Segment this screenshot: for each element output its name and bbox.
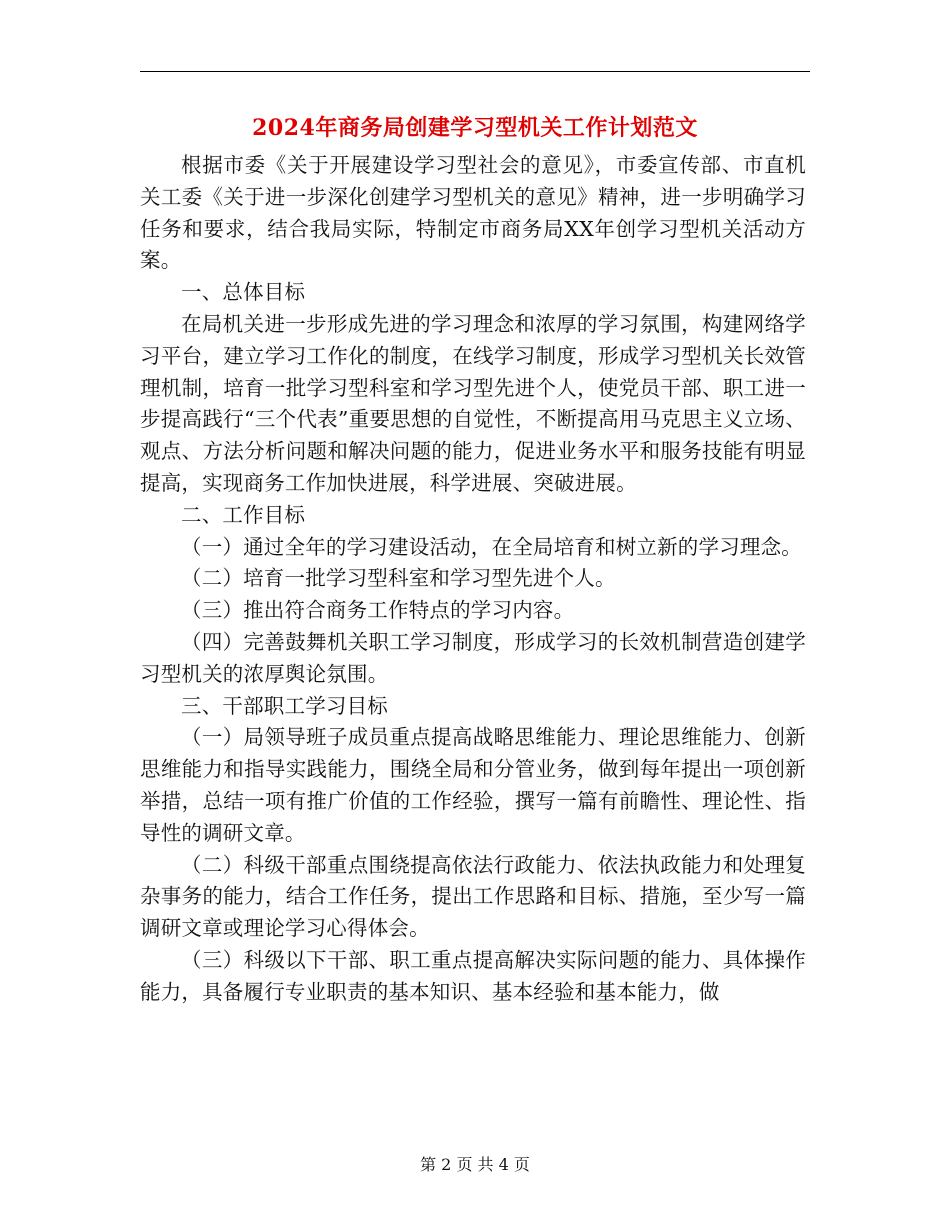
list-item-staff-goal-1: （一）局领导班子成员重点提高战略思维能力、理论思维能力、创新思维能力和指导实践能力，围绕全局和分管业务，做到每年提出一项创新举措，总结一项有推广价值的工作经验，撰写一篇有前瞻性、理论性、指导性的调研文章。 (140, 725, 806, 845)
document-title: 2024年商务局创建学习型机关工作计划范文 (252, 115, 698, 141)
header-rule (140, 71, 810, 72)
section-heading-work-goals: 二、工作目标 (181, 502, 306, 527)
section-heading-staff-goals: 三、干部职工学习目标 (181, 693, 388, 718)
list-item-work-goal-2: （二）培育一批学习型科室和学习型先进个人。 (181, 566, 616, 591)
list-item-staff-goal-3: （三）科级以下干部、职工重点提高解决实际问题的能力、具体操作能力，具备履行专业职责的基本知识、基本经验和基本能力，做 (140, 947, 806, 1004)
page-number-footer: 第 2 页 共 4 页 (420, 1155, 530, 1174)
list-item-work-goal-4: （四）完善鼓舞机关职工学习制度，形成学习的长效机制营造创建学习型机关的浓厚舆论氛围。 (140, 629, 806, 686)
list-item-work-goal-3: （三）推出符合商务工作特点的学习内容。 (181, 598, 575, 623)
list-item-work-goal-1: （一）通过全年的学习建设活动，在全局培育和树立新的学习理念。 (181, 534, 802, 559)
section-heading-overall-goal: 一、总体目标 (181, 280, 306, 305)
paragraph-intro: 根据市委《关于开展建设学习型社会的意见》，市委宣传部、市直机关工委《关于进一步深化创建学习型机关的意见》精神，进一步明确学习任务和要求，结合我局实际，特制定市商务局XX年创学习型机关活动方案。 (140, 153, 806, 273)
paragraph-overall-goal: 在局机关进一步形成先进的学习理念和浓厚的学习氛围，构建网络学习平台，建立学习工作化的制度，在线学习制度，形成学习型机关长效管理机制，培育一批学习型科室和学习型先进个人，使党员干部、职工进一步提高践行“三个代表”重要思想的自觉性，不断提高用马克思主义立场、观点、方法分析问题和解决问题的能力，促进业务水平和服务技能有明显提高，实现商务工作加快进展，科学进展、突破进展。 (140, 311, 806, 495)
document-body (140, 150, 806, 1009)
list-item-staff-goal-2: （二）科级干部重点围绕提高依法行政能力、依法执政能力和处理复杂事务的能力，结合工作任务，提出工作思路和目标、措施，至少写一篇调研文章或理论学习心得体会。 (140, 852, 806, 941)
